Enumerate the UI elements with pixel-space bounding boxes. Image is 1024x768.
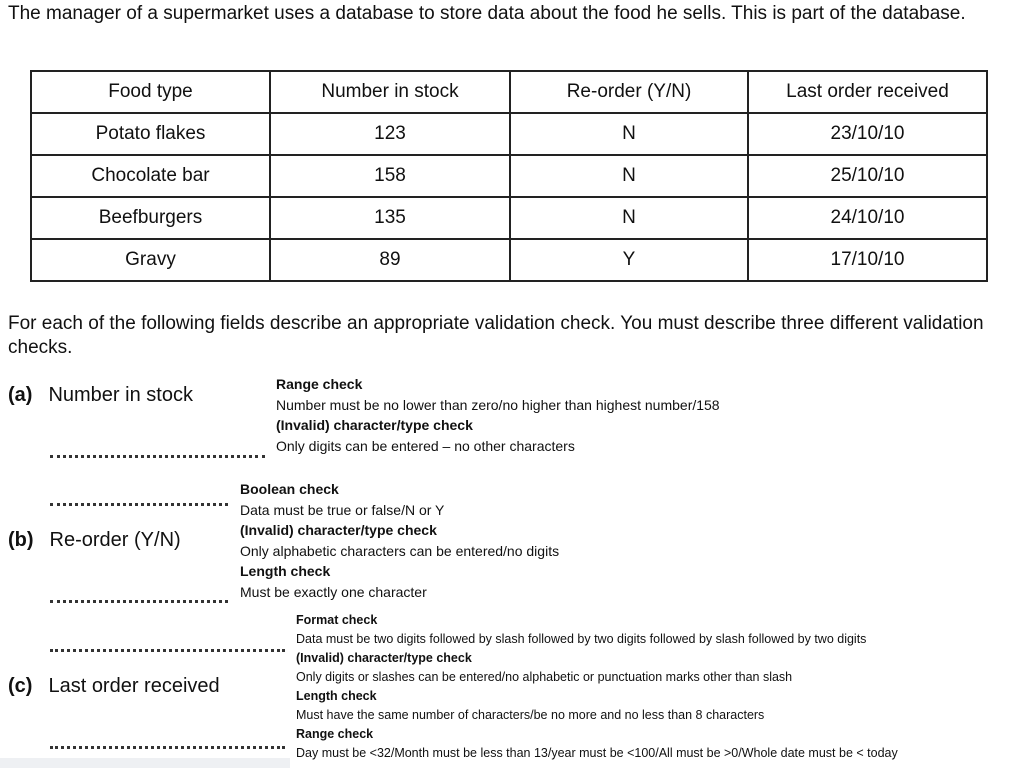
answer-b-3-detail: Must be exactly one character bbox=[240, 583, 427, 600]
question-c-label bbox=[8, 675, 220, 698]
answer-b-2-heading: (Invalid) character/type check bbox=[240, 522, 437, 538]
instruction-text: For each of the following fields describe an appropriate validation check. You must describe three different validation checks. bbox=[8, 313, 984, 358]
answer-c-4-heading: Range check bbox=[296, 727, 374, 741]
intro-text: The manager of a supermarket uses a database to store data about the food he sells. This is part of the database. bbox=[8, 3, 966, 24]
answer-c-1-detail: Data must be two digits followed by slash followed by two digits followed by slash followed by two digits bbox=[296, 632, 867, 646]
table-row bbox=[31, 155, 987, 197]
answer-b-2-detail: Only alphabetic characters can be entered/no digits bbox=[240, 542, 560, 559]
cell-re-order: N bbox=[510, 197, 748, 239]
table-row bbox=[31, 113, 987, 155]
question-a-letter: (a) bbox=[8, 384, 33, 406]
question-b-label bbox=[8, 529, 181, 552]
cell-last-order-received: 25/10/10 bbox=[748, 155, 987, 197]
cell-food-type: Chocolate bar bbox=[31, 155, 270, 197]
table-row bbox=[31, 197, 987, 239]
cell-food-type: Gravy bbox=[31, 239, 270, 281]
answer-line-b-2 bbox=[50, 600, 228, 603]
answer-a-2-detail: Only digits can be entered – no other characters bbox=[276, 437, 575, 454]
answer-c-3-detail: Must have the same number of characters/be no more and no less than 8 characters bbox=[296, 708, 765, 722]
cell-food-type: Beefburgers bbox=[31, 197, 270, 239]
cell-number-in-stock: 89 bbox=[270, 239, 510, 281]
cell-last-order-received: 23/10/10 bbox=[748, 113, 987, 155]
answer-line-b-1 bbox=[50, 503, 228, 506]
question-c-field: Last order received bbox=[48, 675, 220, 697]
answer-c-2-detail: Only digits or slashes can be entered/no alphabetic or punctuation marks other than slash bbox=[296, 670, 793, 684]
answer-line-c-2 bbox=[50, 746, 285, 749]
answer-b-3-heading: Length check bbox=[240, 563, 331, 579]
cell-last-order-received: 24/10/10 bbox=[748, 197, 987, 239]
cell-re-order: N bbox=[510, 155, 748, 197]
answer-line-a-1 bbox=[50, 455, 265, 458]
cell-number-in-stock: 135 bbox=[270, 197, 510, 239]
cell-food-type: Potato flakes bbox=[31, 113, 270, 155]
answer-c bbox=[296, 611, 1016, 763]
column-header-number-in-stock: Number in stock bbox=[270, 71, 510, 113]
table-header-row bbox=[31, 71, 987, 113]
answer-b bbox=[240, 479, 559, 602]
question-b-field: Re-order (Y/N) bbox=[49, 529, 181, 551]
table-row bbox=[31, 239, 987, 281]
answer-line-c-1 bbox=[50, 649, 285, 652]
cell-number-in-stock: 123 bbox=[270, 113, 510, 155]
answer-c-3-heading: Length check bbox=[296, 689, 377, 703]
cell-last-order-received: 17/10/10 bbox=[748, 239, 987, 281]
question-a-field: Number in stock bbox=[48, 384, 193, 406]
answer-a bbox=[276, 374, 720, 456]
answer-c-2-heading: (Invalid) character/type check bbox=[296, 651, 472, 665]
answer-b-1-detail: Data must be true or false/N or Y bbox=[240, 501, 445, 518]
answer-c-1-heading: Format check bbox=[296, 613, 378, 627]
food-database-table bbox=[30, 70, 988, 282]
column-header-food-type: Food type bbox=[31, 71, 270, 113]
scan-edge-strip bbox=[0, 758, 290, 768]
answer-a-2-heading: (Invalid) character/type check bbox=[276, 417, 473, 433]
answer-a-1-heading: Range check bbox=[276, 376, 363, 392]
column-header-re-order: Re-order (Y/N) bbox=[510, 71, 748, 113]
answer-b-1-heading: Boolean check bbox=[240, 481, 339, 497]
cell-re-order: Y bbox=[510, 239, 748, 281]
answer-a-1-detail: Number must be no lower than zero/no higher than highest number/158 bbox=[276, 396, 720, 413]
cell-re-order: N bbox=[510, 113, 748, 155]
question-c-letter: (c) bbox=[8, 675, 33, 697]
question-b-letter: (b) bbox=[8, 529, 34, 551]
question-a-label bbox=[8, 384, 193, 407]
cell-number-in-stock: 158 bbox=[270, 155, 510, 197]
column-header-last-order-received: Last order received bbox=[748, 71, 987, 113]
answer-c-4-detail: Day must be <32/Month must be less than 13/year must be <100/All must be >0/Whole date must be < today bbox=[296, 746, 898, 760]
